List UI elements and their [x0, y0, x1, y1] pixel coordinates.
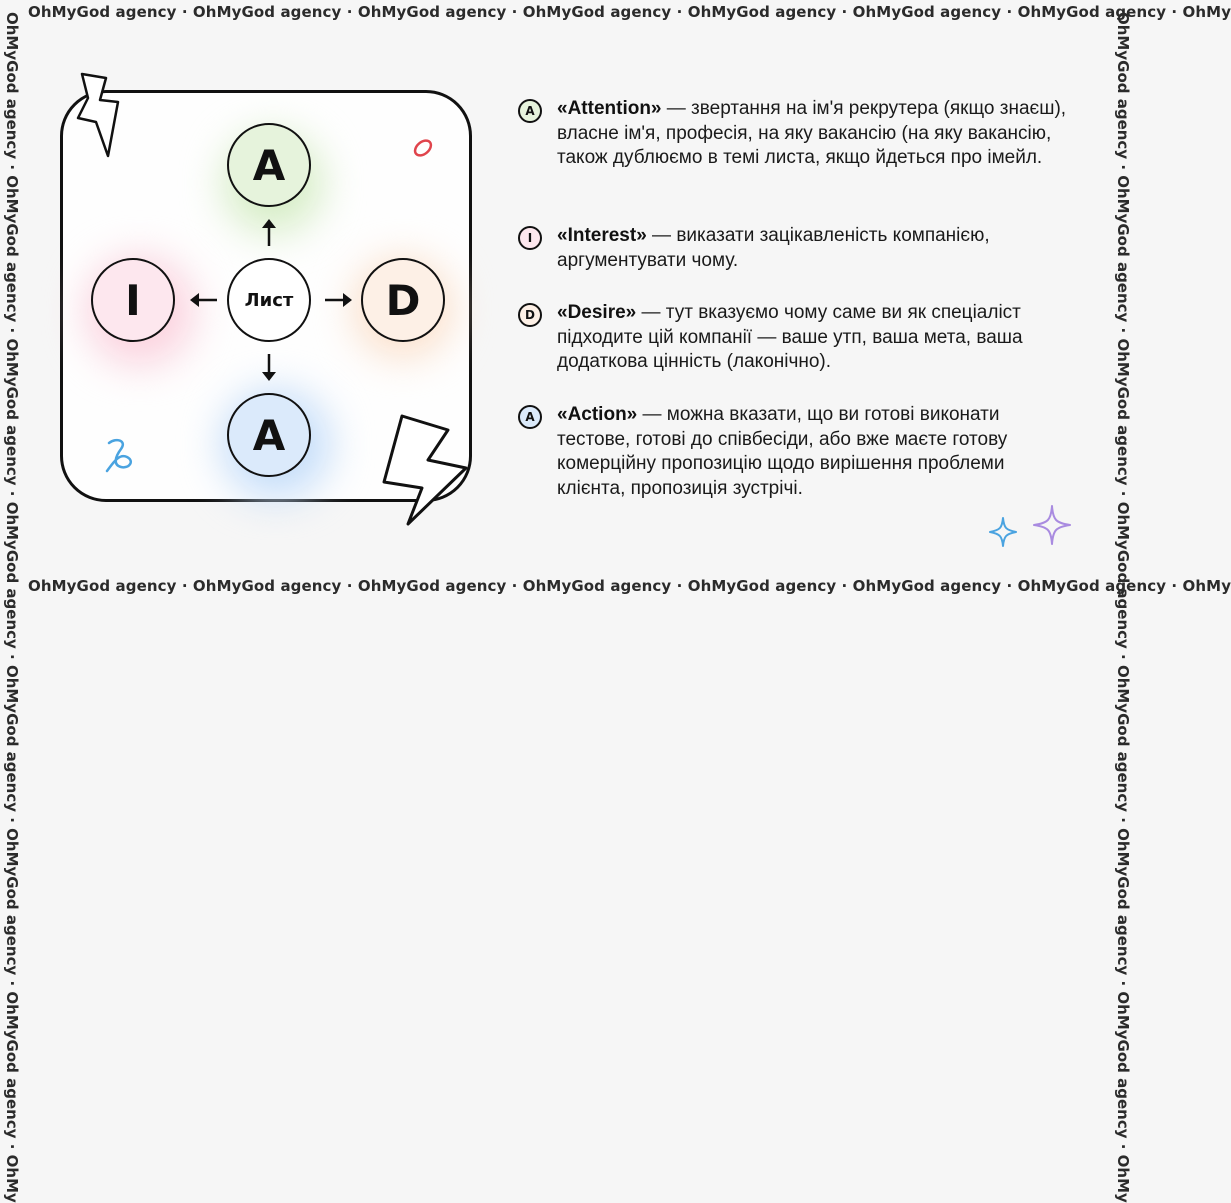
interest-node-label: I — [125, 275, 141, 325]
interest-description — [557, 224, 1077, 273]
attention-text: — звертання на ім'я рекрутера (якщо знаєш), власне ім'я, професія, на яку вакансію (на яку вакансію, також дублюємо в темі листа, якщо йдеться про імейл. — [557, 98, 1067, 168]
desire-term: «Desire» — [557, 302, 637, 323]
watermark-top — [0, 0, 1231, 26]
lightning-bolt-large-icon — [378, 412, 474, 528]
interest-node — [91, 258, 175, 342]
attention-term: «Attention» — [557, 98, 662, 119]
red-oval-doodle-icon — [410, 135, 436, 161]
badge-label: I — [527, 231, 533, 245]
watermark-text: OhMyGod agency · OhMyGod agency · OhMyGod agency · OhMyGod agency · OhMyGod agency · OhMyGod agency · OhMyGod agency · OhMy — [28, 577, 1231, 595]
action-description — [557, 403, 1077, 501]
sparkle-blue-icon — [988, 516, 1018, 548]
action-term: «Action» — [557, 404, 638, 425]
desire-description — [557, 301, 1077, 375]
attention-node-label: A — [252, 140, 286, 190]
desire-node — [361, 258, 445, 342]
arrow-down-icon — [262, 353, 276, 381]
arrow-right-icon — [324, 293, 352, 307]
watermark-right — [1110, 0, 1136, 1203]
watermark-left — [0, 0, 26, 1203]
action-node — [227, 393, 311, 477]
letter-node-label: Лист — [244, 289, 294, 311]
desire-badge — [518, 303, 542, 327]
action-node-label: A — [252, 410, 286, 460]
letter-node — [227, 258, 311, 342]
watermark-text: OhMyGod agency · OhMyGod agency · OhMyGod agency · OhMyGod agency · OhMyGod agency · OhMyGod agency · OhMyGod agency · OhMy — [28, 3, 1231, 21]
lightning-bolt-icon — [72, 70, 130, 160]
interest-badge — [518, 226, 542, 250]
sparkle-purple-icon — [1032, 504, 1072, 546]
action-text: — можна вказати, що ви готові виконати тестове, готові до співбесіди, або вже маєте готову комерційну пропозицію щодо вирішення проблеми клієнта, пропозиція зустрічі. — [557, 404, 1008, 499]
badge-label: D — [525, 308, 535, 322]
desire-text: — тут вказуємо чому саме ви як спеціаліст підходите цій компанії — ваше утп, ваша мета, ваша додаткова цінність (лаконічно). — [557, 302, 1023, 372]
action-badge — [518, 405, 542, 429]
arrow-up-icon — [262, 219, 276, 247]
interest-text: — виказати зацікавленість компанією, аргументувати чому. — [557, 225, 990, 271]
attention-badge — [518, 99, 542, 123]
blue-curl-doodle-icon — [103, 435, 143, 475]
desire-node-label: D — [385, 275, 421, 325]
watermark-text: OhMyGod agency · OhMyGod agency · OhMyGod agency · OhMyGod agency · OhMyGod agency · OhMyGod agency · OhMyGod agency · OhMy — [1114, 12, 1132, 1203]
interest-term: «Interest» — [557, 225, 647, 246]
attention-description — [557, 97, 1077, 171]
watermark-bottom — [0, 574, 1231, 600]
badge-label: A — [525, 104, 535, 118]
watermark-text: OhMyGod agency · OhMyGod agency · OhMyGod agency · OhMyGod agency · OhMyGod agency · OhMyGod agency · OhMyGod agency · OhMy — [3, 12, 21, 1203]
badge-label: A — [525, 410, 535, 424]
attention-node — [227, 123, 311, 207]
arrow-left-icon — [190, 293, 218, 307]
